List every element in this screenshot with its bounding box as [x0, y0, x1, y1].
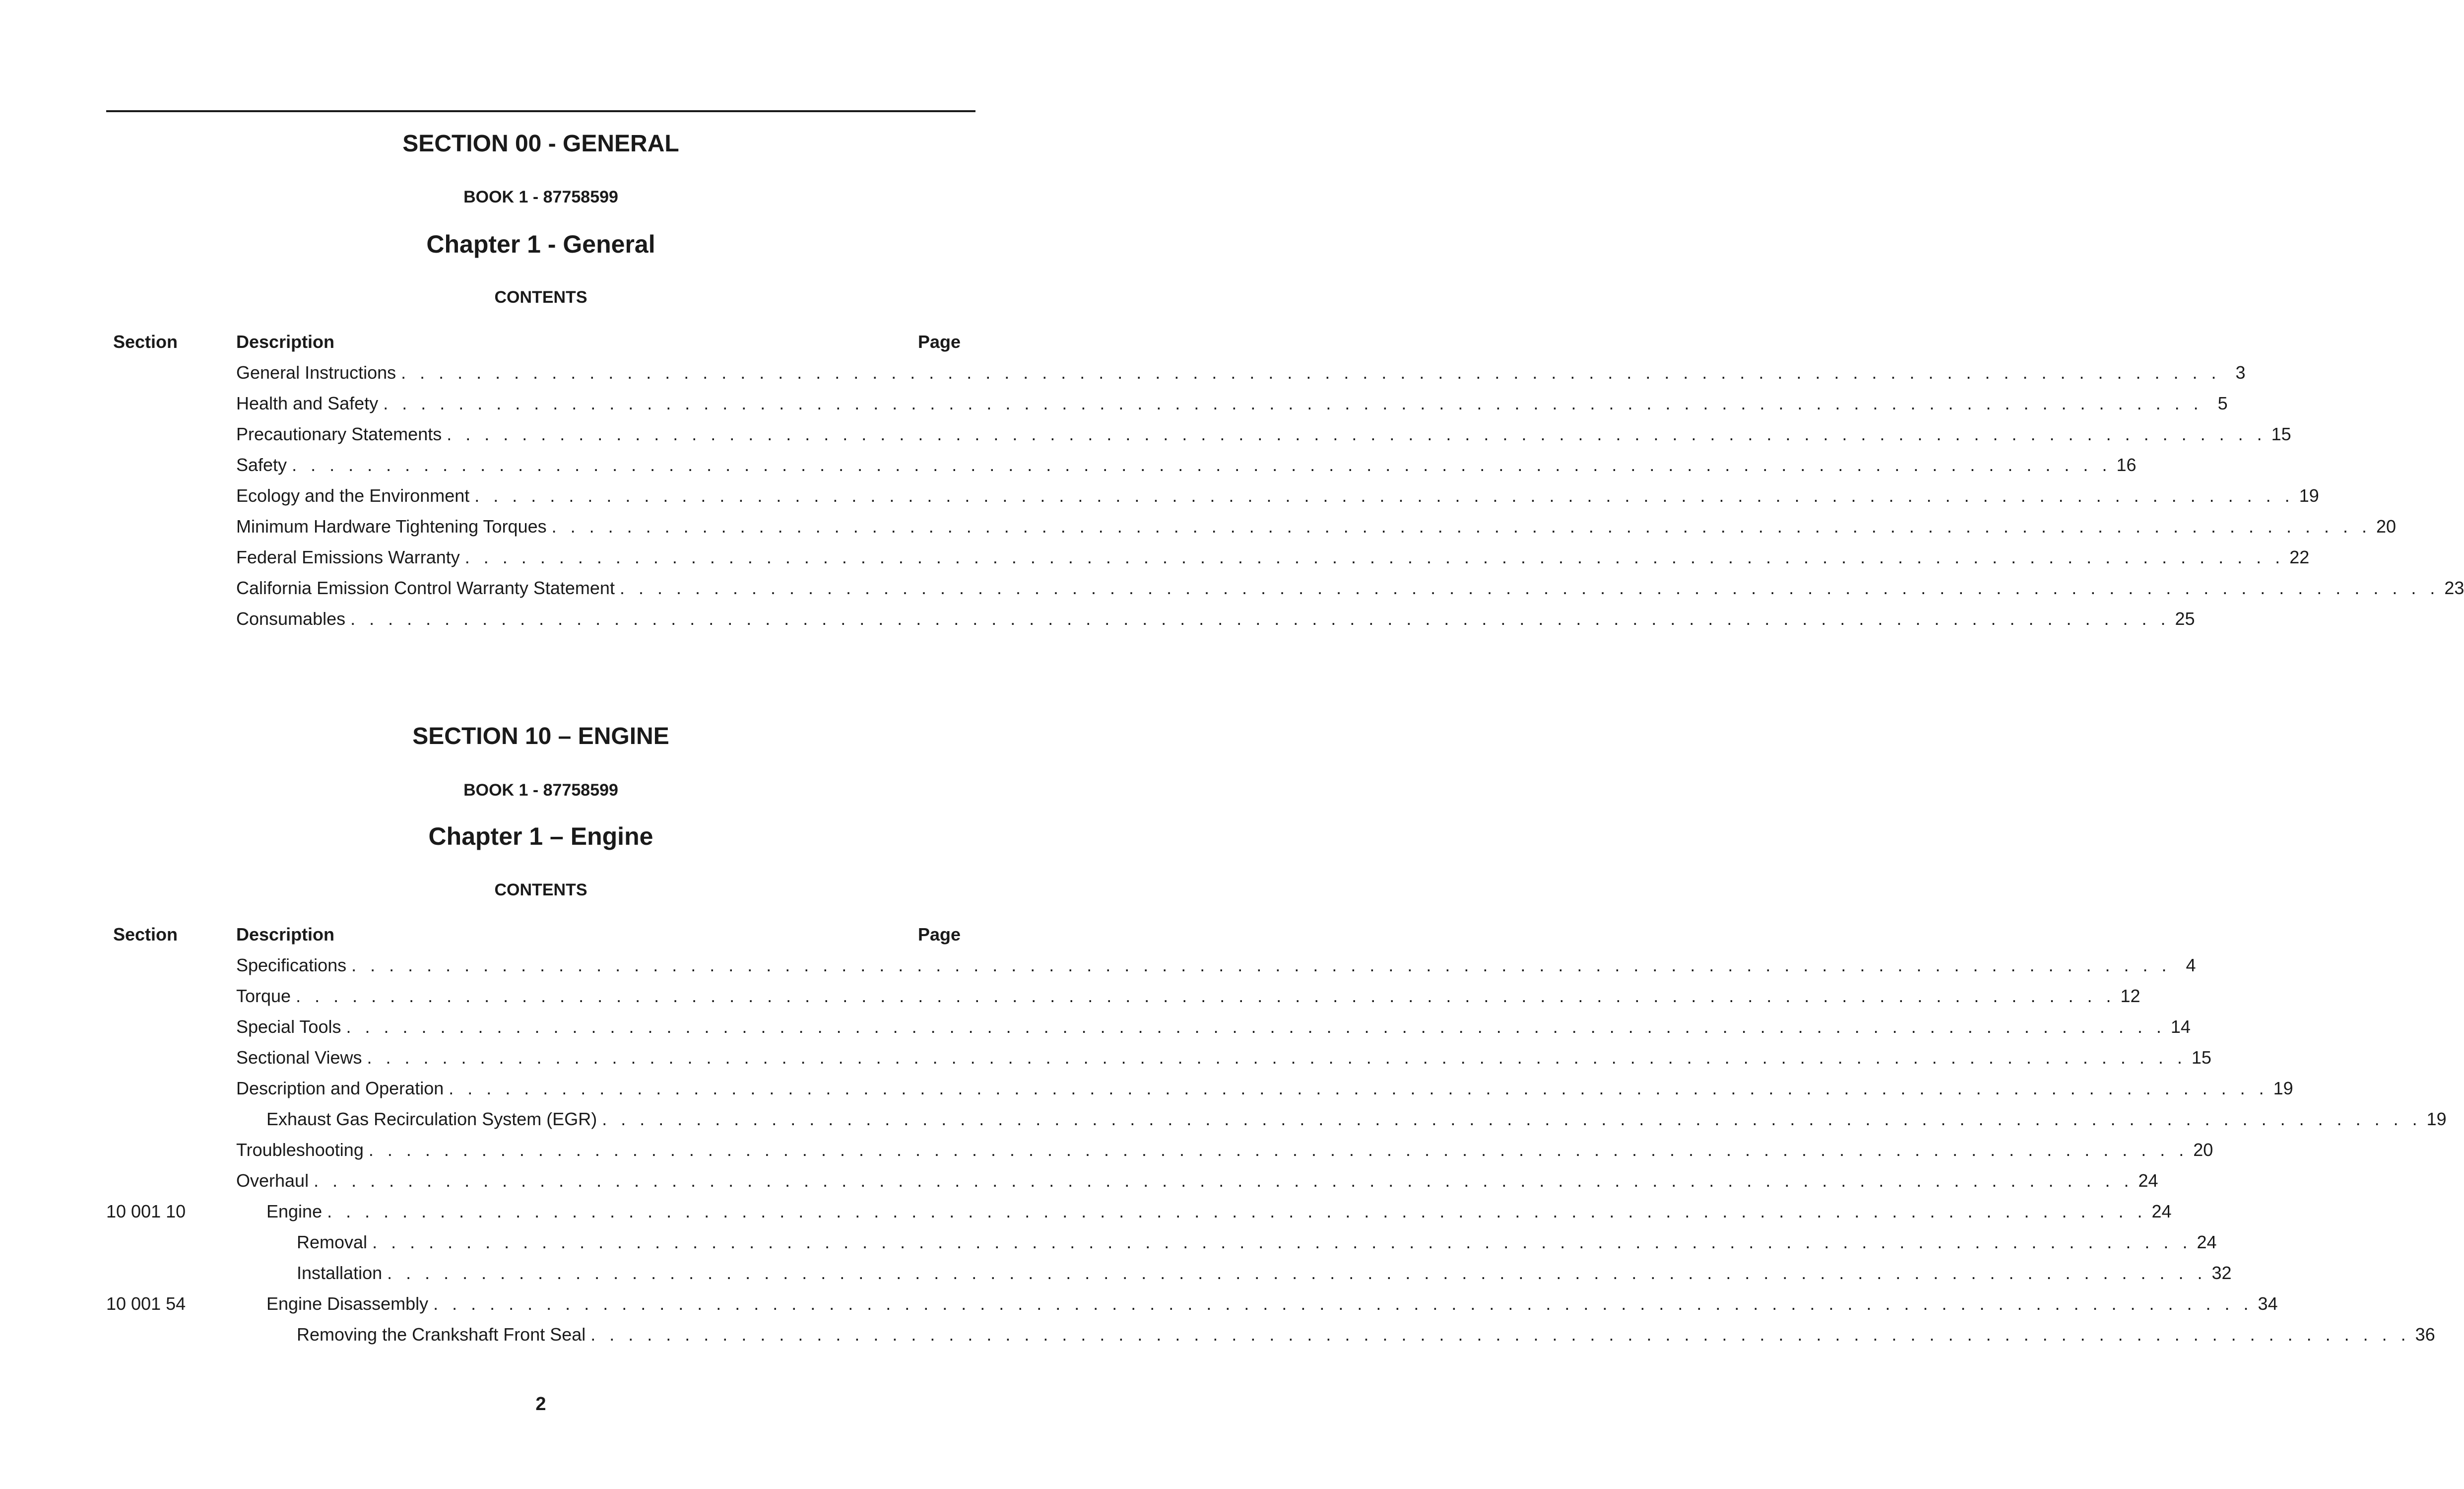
toc-entry-title: Specifications: [236, 955, 347, 975]
toc-entry-title: California Emission Control Warranty Statement: [236, 578, 615, 598]
toc-row: [0, 516, 2397, 541]
toc-dot-leader: . . . . . . . . . . . . . . . . . . . . . . . . . . . . . . . . . . . . . . . . . . . . . . . . . . . . . . . . . . . . . . . . . . . . . . . . . . . . . . . . . . . . . . . . . . . . . . . . .: [602, 1109, 2422, 1129]
toc-entry-title: Engine: [266, 1201, 323, 1221]
toc-section-code: 10 001 10: [106, 1201, 186, 1221]
toc-dot-leader: . . . . . . . . . . . . . . . . . . . . . . . . . . . . . . . . . . . . . . . . . . . . . . . . . . . . . . . . . . . . . . . . . . . . . . . . . . . . . . . . . . . . . . . . . . . . . . . . .: [383, 393, 2203, 413]
toc-entry-page: 3: [2235, 362, 2246, 383]
toc-dot-leader: . . . . . . . . . . . . . . . . . . . . . . . . . . . . . . . . . . . . . . . . . . . . . . . . . . . . . . . . . . . . . . . . . . . . . . . . . . . . . . . . . . . . . . . . . . . . . . . . .: [447, 424, 2267, 444]
toc-row: [0, 424, 2291, 449]
toc-row: [0, 485, 2319, 510]
toc-entry-title: Sectional Views: [236, 1047, 362, 1068]
toc-entry: [297, 1324, 2435, 1345]
toc-entry-page: 12: [2120, 986, 2140, 1006]
toc-dot-leader: . . . . . . . . . . . . . . . . . . . . . . . . . . . . . . . . . . . . . . . . . . . . . . . . . . . . . . . . . . . . . . . . . . . . . . . . . . . . . . . . . . . . . . . . . . . . . . . . .: [327, 1201, 2147, 1221]
toc-entry-title: Installation: [297, 1263, 383, 1283]
toc-entry-title: Federal Emissions Warranty: [236, 547, 460, 567]
toc-dot-leader: . . . . . . . . . . . . . . . . . . . . . . . . . . . . . . . . . . . . . . . . . . . . . . . . . . . . . . . . . . . . . . . . . . . . . . . . . . . . . . . . . . . . . . . . . . . . . . . . .: [590, 1324, 2410, 1345]
toc-entry: [236, 1047, 2211, 1068]
toc-dot-leader: . . . . . . . . . . . . . . . . . . . . . . . . . . . . . . . . . . . . . . . . . . . . . . . . . . . . . . . . . . . . . . . . . . . . . . . . . . . . . . . . . . . . . . . . . . . . . . . . .: [314, 1170, 2134, 1191]
column-header-description: Description: [236, 924, 335, 945]
toc-entry-page: 34: [2258, 1293, 2278, 1314]
toc-entry: [236, 986, 2140, 1007]
toc-entry: [266, 1293, 2278, 1314]
toc-entry-title: Health and Safety: [236, 393, 379, 413]
toc-row: [0, 547, 2310, 572]
contents-label: CONTENTS: [494, 880, 587, 899]
toc-dot-leader: . . . . . . . . . . . . . . . . . . . . . . . . . . . . . . . . . . . . . . . . . . . . . . . . . . . . . . . . . . . . . . . . . . . . . . . . . . . . . . . . . . . . . . . . . . . . . . . . .: [351, 955, 2171, 975]
toc-entry-page: 19: [2299, 485, 2319, 506]
toc-entry: [236, 1170, 2158, 1191]
toc-dot-leader: . . . . . . . . . . . . . . . . . . . . . . . . . . . . . . . . . . . . . . . . . . . . . . . . . . . . . . . . . . . . . . . . . . . . . . . . . . . . . . . . . . . . . . . . . . . . . . . . .: [474, 485, 2294, 506]
toc-row: [0, 362, 2246, 387]
toc-row: [0, 955, 2196, 980]
toc-entry-title: Special Tools: [236, 1016, 341, 1037]
toc-dot-leader: . . . . . . . . . . . . . . . . . . . . . . . . . . . . . . . . . . . . . . . . . . . . . . . . . . . . . . . . . . . . . . . . . . . . . . . . . . . . . . . . . . . . . . . . . . . . . . . . .: [401, 362, 2221, 383]
column-header-page: Page: [918, 924, 961, 945]
chapter-title: Chapter 1 - General: [426, 230, 655, 258]
toc-dot-leader: . . . . . . . . . . . . . . . . . . . . . . . . . . . . . . . . . . . . . . . . . . . . . . . . . . . . . . . . . . . . . . . . . . . . . . . . . . . . . . . . . . . . . . . . . . . . . . . . .: [367, 1047, 2187, 1068]
book-line: BOOK 1 - 87758599: [463, 188, 618, 206]
toc-dot-leader: . . . . . . . . . . . . . . . . . . . . . . . . . . . . . . . . . . . . . . . . . . . . . . . . . . . . . . . . . . . . . . . . . . . . . . . . . . . . . . . . . . . . . . . . . . . . . . . . .: [551, 516, 2372, 537]
toc-dot-leader: . . . . . . . . . . . . . . . . . . . . . . . . . . . . . . . . . . . . . . . . . . . . . . . . . . . . . . . . . . . . . . . . . . . . . . . . . . . . . . . . . . . . . . . . . . . . . . . . .: [464, 547, 2285, 567]
toc-row: [0, 1109, 2447, 1134]
toc-entry: [236, 547, 2310, 568]
column-header-description: Description: [236, 332, 335, 352]
toc-dot-leader: . . . . . . . . . . . . . . . . . . . . . . . . . . . . . . . . . . . . . . . . . . . . . . . . . . . . . . . . . . . . . . . . . . . . . . . . . . . . . . . . . . . . . . . . . . . . . . . . .: [346, 1016, 2166, 1037]
toc-row: [0, 1016, 2191, 1041]
column-header-section: Section: [113, 332, 178, 352]
toc-row: [0, 1201, 2172, 1226]
toc-entry-page: 19: [2273, 1078, 2293, 1098]
toc-row: [0, 1047, 2211, 1072]
toc-dot-leader: . . . . . . . . . . . . . . . . . . . . . . . . . . . . . . . . . . . . . . . . . . . . . . . . . . . . . . . . . . . . . . . . . . . . . . . . . . . . . . . . . . . . . . . . . . . . . . . . .: [372, 1232, 2192, 1252]
toc-entry: [236, 609, 2195, 629]
chapter-title: Chapter 1 – Engine: [428, 822, 653, 850]
toc-row: [0, 455, 2137, 479]
column-header-page: Page: [918, 332, 961, 352]
top-rule: [106, 110, 975, 112]
toc-dot-leader: . . . . . . . . . . . . . . . . . . . . . . . . . . . . . . . . . . . . . . . . . . . . . . . . . . . . . . . . . . . . . . . . . . . . . . . . . . . . . . . . . . . . . . . . . . . . . . . . .: [350, 609, 2170, 629]
toc-entry: [266, 1109, 2447, 1130]
toc-row: [0, 578, 2464, 603]
book-line: BOOK 1 - 87758599: [463, 781, 618, 800]
toc-dot-leader: . . . . . . . . . . . . . . . . . . . . . . . . . . . . . . . . . . . . . . . . . . . . . . . . . . . . . . . . . . . . . . . . . . . . . . . . . . . . . . . . . . . . . . . . . . . . . . . . .: [449, 1078, 2269, 1098]
contents-label: CONTENTS: [494, 288, 587, 307]
toc-entry-page: 25: [2175, 609, 2195, 629]
toc-entry-page: 20: [2193, 1140, 2213, 1160]
toc-entry-page: 32: [2211, 1263, 2232, 1283]
toc-entry-title: Precautionary Statements: [236, 424, 442, 444]
toc-entry: [236, 362, 2246, 383]
toc-entry: [236, 455, 2137, 475]
toc-row: [0, 1324, 2435, 1349]
toc-row: [0, 1232, 2217, 1257]
toc-entry-title: Exhaust Gas Recirculation System (EGR): [266, 1109, 597, 1129]
toc-entry-page: 22: [2289, 547, 2310, 567]
toc-entry-page: 5: [2217, 393, 2228, 413]
toc-entry: [266, 1201, 2172, 1222]
toc-row: [0, 1078, 2293, 1103]
toc-entry-page: 23: [2444, 578, 2464, 598]
toc-entry: [236, 1078, 2293, 1099]
toc-entry-page: 16: [2116, 455, 2137, 475]
toc-entry: [236, 1016, 2191, 1037]
toc-entry-page: 14: [2170, 1016, 2191, 1037]
toc-entry: [236, 955, 2196, 976]
toc-entry-title: Troubleshooting: [236, 1140, 364, 1160]
toc-entry: [236, 516, 2397, 537]
toc-dot-leader: . . . . . . . . . . . . . . . . . . . . . . . . . . . . . . . . . . . . . . . . . . . . . . . . . . . . . . . . . . . . . . . . . . . . . . . . . . . . . . . . . . . . . . . . . . . . . . . . .: [433, 1293, 2253, 1314]
section-title: SECTION 10 – ENGINE: [412, 723, 669, 749]
toc-dot-leader: . . . . . . . . . . . . . . . . . . . . . . . . . . . . . . . . . . . . . . . . . . . . . . . . . . . . . . . . . . . . . . . . . . . . . . . . . . . . . . . . . . . . . . . . . . . . . . . . .: [619, 578, 2440, 598]
toc-entry-page: 15: [2271, 424, 2291, 444]
toc-entry-title: Overhaul: [236, 1170, 309, 1191]
toc-entry-page: 36: [2415, 1324, 2435, 1345]
toc-row: [0, 1293, 2278, 1318]
toc-entry: [236, 424, 2291, 445]
toc-entry-title: General Instructions: [236, 362, 396, 383]
toc-dot-leader: . . . . . . . . . . . . . . . . . . . . . . . . . . . . . . . . . . . . . . . . . . . . . . . . . . . . . . . . . . . . . . . . . . . . . . . . . . . . . . . . . . . . . . . . . . . . . . . . .: [296, 986, 2116, 1006]
toc-row: [0, 1140, 2213, 1164]
toc-section-code: 10 001 54: [106, 1293, 186, 1314]
toc-entry-page: 19: [2426, 1109, 2447, 1129]
section-title: SECTION 00 - GENERAL: [402, 131, 679, 157]
toc-entry-title: Removal: [297, 1232, 368, 1252]
toc-entry-title: Engine Disassembly: [266, 1293, 429, 1314]
toc-entry: [236, 578, 2464, 599]
toc-entry-page: 20: [2376, 516, 2397, 537]
toc-entry-title: Minimum Hardware Tightening Torques: [236, 516, 547, 537]
toc-dot-leader: . . . . . . . . . . . . . . . . . . . . . . . . . . . . . . . . . . . . . . . . . . . . . . . . . . . . . . . . . . . . . . . . . . . . . . . . . . . . . . . . . . . . . . . . . . . . . . . . .: [292, 455, 2112, 475]
toc-entry-title: Ecology and the Environment: [236, 485, 470, 506]
toc-entry-title: Removing the Crankshaft Front Seal: [297, 1324, 586, 1345]
toc-row: [0, 1170, 2158, 1195]
toc-row: [0, 986, 2140, 1011]
toc-row: [0, 1263, 2232, 1287]
toc-dot-leader: . . . . . . . . . . . . . . . . . . . . . . . . . . . . . . . . . . . . . . . . . . . . . . . . . . . . . . . . . . . . . . . . . . . . . . . . . . . . . . . . . . . . . . . . . . . . . . . . .: [387, 1263, 2207, 1283]
toc-entry: [236, 485, 2319, 506]
toc-entry-page: 15: [2191, 1047, 2211, 1068]
column-header-section: Section: [113, 924, 178, 945]
toc-entry-page: 24: [2151, 1201, 2172, 1221]
toc-entry-title: Description and Operation: [236, 1078, 444, 1098]
toc-entry-page: 4: [2186, 955, 2196, 975]
toc-entry-page: 24: [2197, 1232, 2217, 1252]
toc-entry-title: Consumables: [236, 609, 346, 629]
toc-entry: [297, 1263, 2232, 1284]
toc-row: [0, 393, 2228, 418]
toc-entry-title: Safety: [236, 455, 287, 475]
toc-entry: [236, 1140, 2213, 1160]
toc-row: [0, 609, 2195, 633]
toc-dot-leader: . . . . . . . . . . . . . . . . . . . . . . . . . . . . . . . . . . . . . . . . . . . . . . . . . . . . . . . . . . . . . . . . . . . . . . . . . . . . . . . . . . . . . . . . . . . . . . . . .: [368, 1140, 2189, 1160]
toc-entry-page: 24: [2138, 1170, 2158, 1191]
toc-entry: [236, 393, 2228, 414]
toc-entry: [297, 1232, 2217, 1253]
toc-entry-title: Torque: [236, 986, 291, 1006]
page-number: 2: [535, 1394, 546, 1415]
